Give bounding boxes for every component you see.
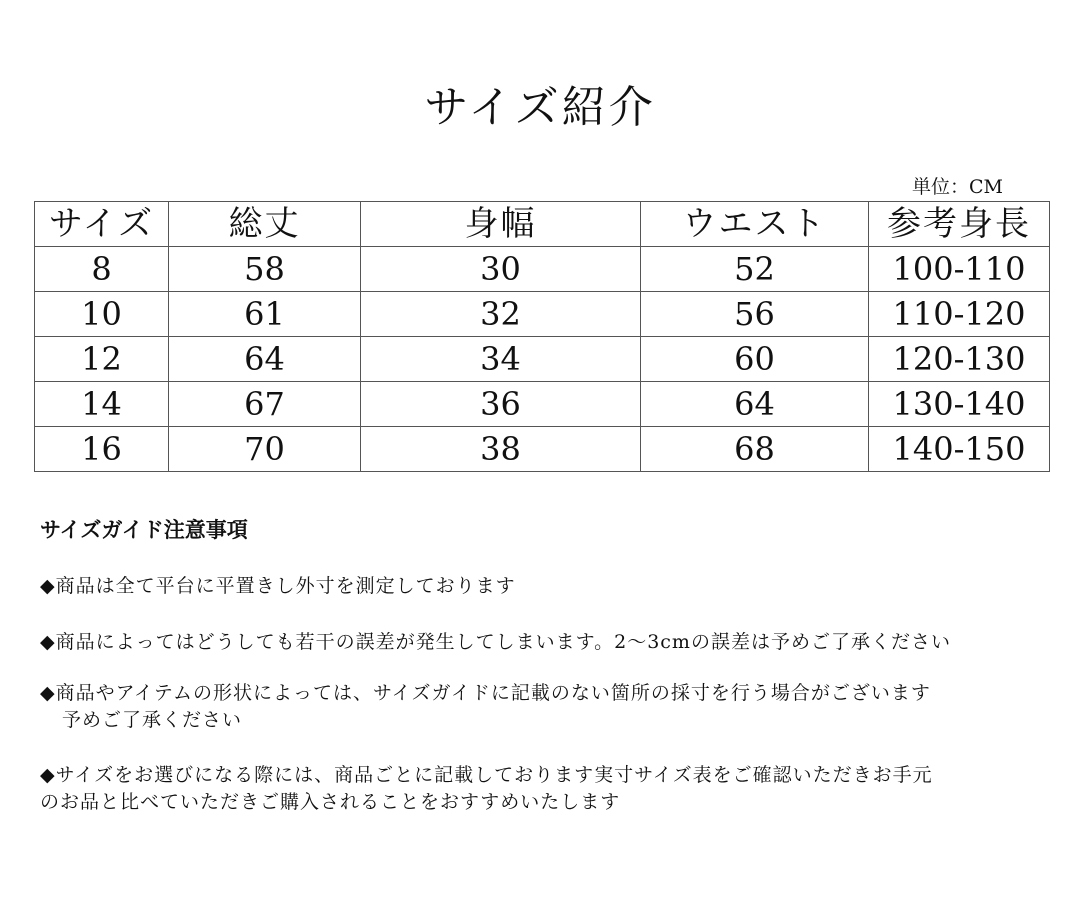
notes-title: サイズガイド注意事項 bbox=[40, 518, 248, 542]
diamond-bullet-icon: ◆ bbox=[40, 764, 56, 786]
cell-waist: 68 bbox=[641, 427, 869, 472]
note-line bbox=[40, 573, 1040, 600]
note-item bbox=[40, 680, 1040, 734]
note-line bbox=[40, 789, 1040, 816]
cell-height: 140-150 bbox=[869, 427, 1050, 472]
cell-waist: 60 bbox=[641, 337, 869, 382]
note-line bbox=[40, 629, 1040, 656]
header-width: 身幅 bbox=[361, 202, 641, 247]
table-row bbox=[35, 247, 1050, 292]
cell-height: 110-120 bbox=[869, 292, 1050, 337]
cell-width: 38 bbox=[361, 427, 641, 472]
page-title: サイズ紹介 bbox=[424, 82, 656, 133]
table-row bbox=[35, 292, 1050, 337]
cell-length: 58 bbox=[169, 247, 361, 292]
cell-length: 70 bbox=[169, 427, 361, 472]
cell-size: 14 bbox=[35, 382, 169, 427]
diamond-bullet-icon: ◆ bbox=[40, 631, 56, 653]
note-item bbox=[40, 629, 1040, 656]
diamond-bullet-icon: ◆ bbox=[40, 575, 56, 597]
note-line bbox=[40, 762, 1040, 789]
cell-width: 32 bbox=[361, 292, 641, 337]
cell-size: 8 bbox=[35, 247, 169, 292]
note-text: 商品は全て平台に平置きし外寸を測定しております bbox=[55, 575, 516, 597]
cell-waist: 56 bbox=[641, 292, 869, 337]
cell-width: 34 bbox=[361, 337, 641, 382]
cell-length: 64 bbox=[169, 337, 361, 382]
table-header-row bbox=[35, 202, 1050, 247]
header-height: 参考身長 bbox=[869, 202, 1050, 247]
note-line bbox=[40, 680, 1040, 707]
cell-waist: 52 bbox=[641, 247, 869, 292]
unit-label: 単位：CM bbox=[912, 176, 1003, 198]
note-item bbox=[40, 573, 1040, 600]
note-text: 予めご了承ください bbox=[62, 709, 243, 731]
cell-height: 100-110 bbox=[869, 247, 1050, 292]
note-text: のお品と比べていただきご購入されることをおすすめいたします bbox=[40, 791, 621, 813]
cell-size: 10 bbox=[35, 292, 169, 337]
size-table bbox=[34, 201, 1050, 472]
cell-waist: 64 bbox=[641, 382, 869, 427]
note-item bbox=[40, 762, 1040, 816]
note-line bbox=[40, 707, 1040, 734]
cell-width: 30 bbox=[361, 247, 641, 292]
note-text: 商品やアイテムの形状によっては、サイズガイドに記載のない箇所の採寸を行う場合がございます bbox=[55, 682, 931, 704]
cell-size: 16 bbox=[35, 427, 169, 472]
cell-length: 67 bbox=[169, 382, 361, 427]
header-waist: ウエスト bbox=[641, 202, 869, 247]
header-length: 総丈 bbox=[169, 202, 361, 247]
table-row bbox=[35, 337, 1050, 382]
cell-width: 36 bbox=[361, 382, 641, 427]
cell-height: 130-140 bbox=[869, 382, 1050, 427]
note-text: サイズをお選びになる際には、商品ごとに記載しております実寸サイズ表をご確認いただきお手元 bbox=[55, 764, 933, 786]
cell-length: 61 bbox=[169, 292, 361, 337]
note-text: 商品によってはどうしても若干の誤差が発生してしまいます。2～3cmの誤差は予めご了承ください bbox=[55, 631, 951, 653]
diamond-bullet-icon: ◆ bbox=[40, 682, 56, 704]
header-size: サイズ bbox=[35, 202, 169, 247]
table-row bbox=[35, 427, 1050, 472]
table-row bbox=[35, 382, 1050, 427]
cell-height: 120-130 bbox=[869, 337, 1050, 382]
cell-size: 12 bbox=[35, 337, 169, 382]
